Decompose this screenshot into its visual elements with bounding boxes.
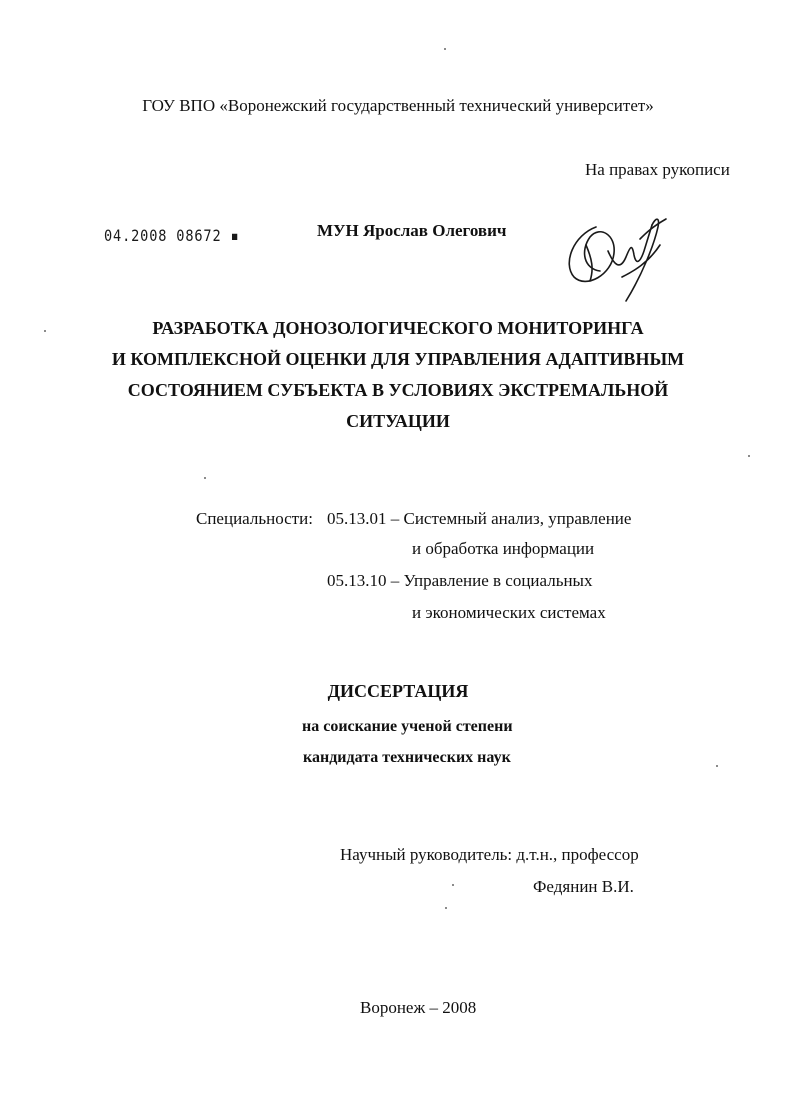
title-line: СОСТОЯНИЕМ СУБЪЕКТА В УСЛОВИЯХ ЭКСТРЕМАЛЬНОЙ xyxy=(127,380,669,400)
place-year: Воронеж – 2008 xyxy=(360,998,477,1017)
title-line: СИТУАЦИИ xyxy=(346,411,450,431)
specialty-line: 05.13.01 – Системный анализ, управление xyxy=(327,509,632,528)
rights-note: На правах рукописи xyxy=(585,160,730,179)
specialties-label: Специальности: xyxy=(196,509,313,528)
scan-speck xyxy=(452,884,454,886)
specialty-line: и обработка информации xyxy=(412,539,595,558)
scan-speck xyxy=(445,907,447,909)
author-name: МУН Ярослав Олегович xyxy=(317,221,507,240)
dissertation-title xyxy=(0,313,796,437)
organization-name: ГОУ ВПО «Воронежский государственный технический университет» xyxy=(142,96,654,115)
signature-icon xyxy=(556,205,676,310)
supervisor-name: Федянин В.И. xyxy=(533,877,634,896)
supervisor-label: Научный руководитель: д.т.н., профессор xyxy=(340,845,639,864)
title-line: РАЗРАБОТКА ДОНОЗОЛОГИЧЕСКОГО МОНИТОРИНГА xyxy=(152,318,644,338)
document-type: ДИССЕРТАЦИЯ xyxy=(327,681,469,701)
scan-speck xyxy=(444,48,446,50)
scan-speck xyxy=(716,765,718,767)
degree-line: на соискание ученой степени xyxy=(302,718,513,735)
scan-speck xyxy=(204,477,206,479)
title-line: И КОМПЛЕКСНОЙ ОЦЕНКИ ДЛЯ УПРАВЛЕНИЯ АДАПТИВНЫМ xyxy=(111,349,685,369)
degree-line: кандидата технических наук xyxy=(303,749,511,766)
scan-speck xyxy=(748,455,750,457)
catalog-number: 04.2008 08672 ▪ xyxy=(104,226,240,245)
catalog-mark: ▪ xyxy=(221,226,240,245)
scan-speck xyxy=(44,330,46,332)
specialty-line: 05.13.10 – Управление в социальных xyxy=(327,571,593,590)
specialty-line: и экономических системах xyxy=(412,603,606,622)
